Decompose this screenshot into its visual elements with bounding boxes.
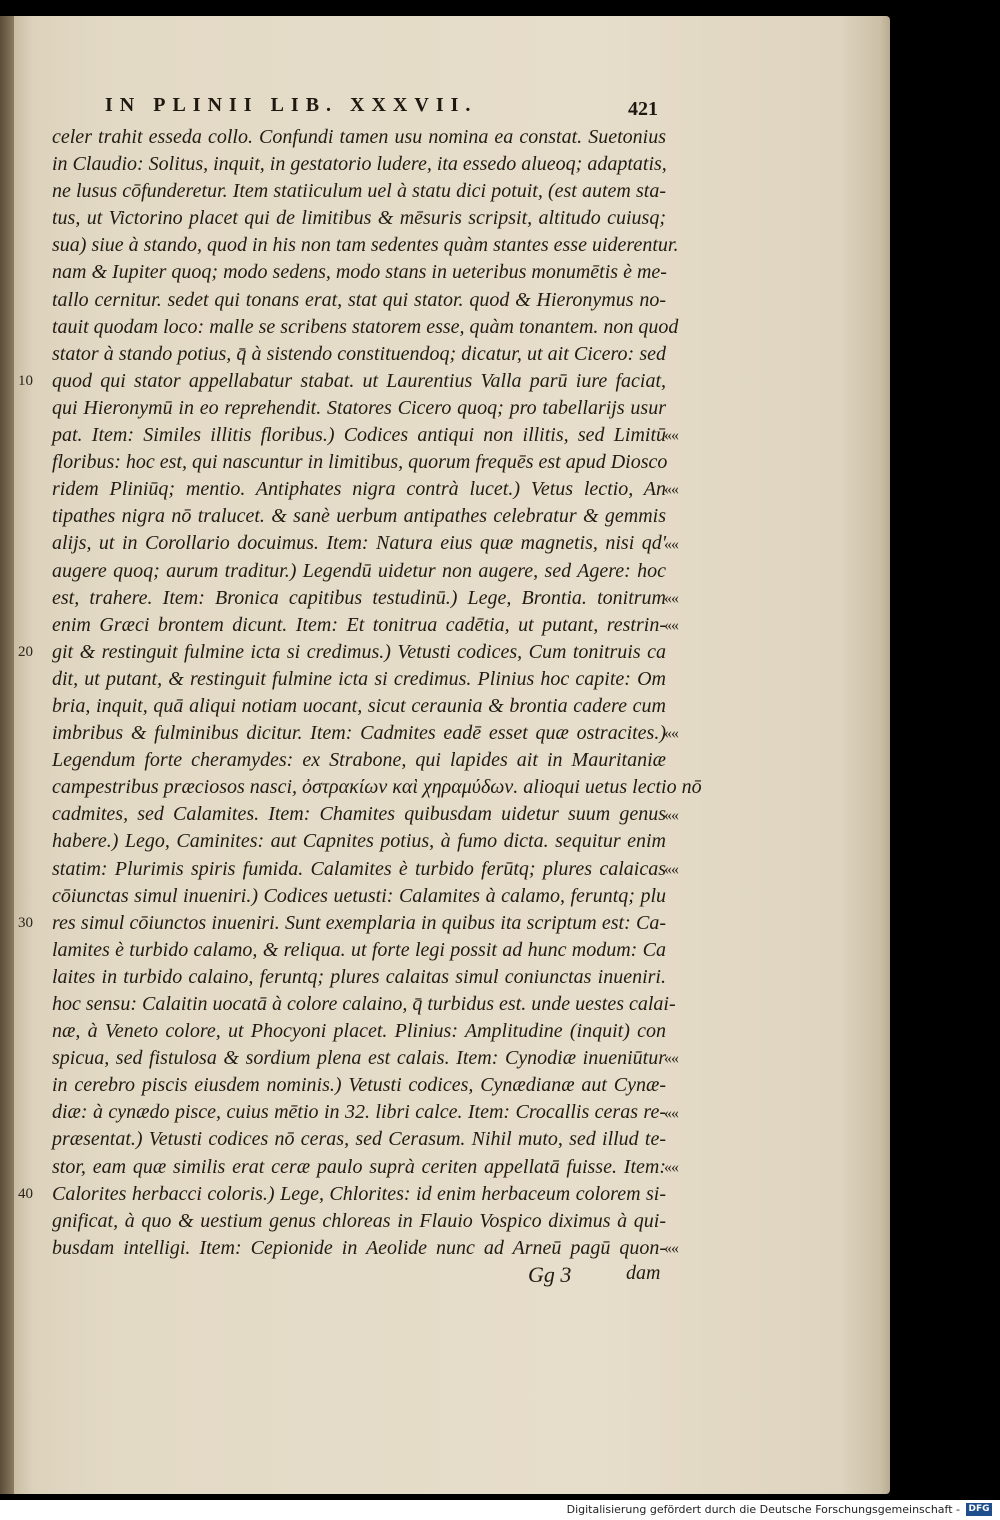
marginal-mark: «« <box>664 806 678 824</box>
text-line: in Claudio: Solitus, inquit, in gestatorio ludere, ita essedo alueoq; adaptatis, <box>52 153 667 176</box>
text-line: campestribus præciosos nasci, ὀστρακίων καὶ χηραμύδων. alioqui uetus lectio nō <box>52 776 702 799</box>
text-line: busdam intelligi. Item: Cepionide in Aeolide nunc ad Arneū pagū quon- <box>52 1236 666 1259</box>
text-line: Legendum forte cheramydes: ex Strabone, qui lapides ait in Mauritaniæ <box>52 749 666 772</box>
marginal-mark: «« <box>664 589 678 607</box>
text-line: enim Græci brontem dicunt. Item: Et tonitrua cadētia, ut putant, restrin- <box>52 613 666 636</box>
marginal-mark: «« <box>664 427 678 445</box>
text-line: alijs, ut in Corollario docuimus. Item: Natura eius quæ magnetis, nisi qd' <box>52 532 666 555</box>
text-line: celer trahit esseda collo. Confundi tamen usu nomina ea constat. Suetonius <box>52 126 666 148</box>
text-line: floribus: hoc est, qui nascuntur in limitibus, quorum frequēs est apud Diosco <box>52 451 668 474</box>
text-line: tus, ut Victorino placet qui de limitibus & mēsuris scripsit, altitudo cuiusq; <box>52 207 666 230</box>
text-line: augere quoq; aurum traditur.) Legendū uidetur non augere, sed Agere: hoc <box>52 559 666 582</box>
dfg-logo-icon: DFG <box>966 1503 992 1516</box>
text-line: hoc sensu: Calaitin uocatā à colore calaino, q̄ turbidus est. unde uestes calai- <box>52 993 676 1015</box>
text-line: statim: Plurimis spiris fumida. Calamites è turbido ferūtq; plures calaicas <box>52 857 666 880</box>
text-line: pat. Item: Similes illitis floribus.) Codices antiqui non illitis, sed Limitū <box>52 424 666 447</box>
text-line: præsentat.) Vetusti codices nō ceras, sed Cerasum. Nihil muto, sed illud te- <box>52 1128 666 1151</box>
text-line: lamites è turbido calamo, & reliqua. ut forte legi possit ad hunc modum: Ca <box>52 938 666 961</box>
text-line: cadmites, sed Calamites. Item: Chamites quibusdam uidetur suum genus <box>52 803 666 826</box>
text-line: spicua, sed fistulosa & sordium plena est calais. Item: Cynodiæ inueniūtur <box>52 1047 666 1070</box>
text-line: tallo cernitur. sedet qui tonans erat, stat qui stator. quod & Hieronymus no- <box>52 288 666 311</box>
line-number: 40 <box>18 1185 33 1202</box>
body-text <box>52 124 702 1262</box>
line-number: 20 <box>18 643 33 660</box>
text-line: Calorites herbacci coloris.) Lege, Chlorites: id enim herbaceum colorem si- <box>52 1182 666 1205</box>
running-head: IN PLINII LIB. XXXVII. <box>105 94 478 116</box>
text-line: tauit quodam loco: malle se scribens statorem esse, quàm tonantem. non quod <box>52 315 679 338</box>
text-line: bria, inquit, quā aliqui notiam uocant, sicut ceraunia & brontia cadere cum <box>52 694 666 717</box>
marginal-mark: «« <box>664 1104 678 1122</box>
text-line: stator à stando potius, q̄ à sistendo constituendoq; dicatur, ut ait Cicero: sed <box>52 342 666 365</box>
text-line: qui Hieronymū in eo reprehendit. Statores Cicero quoq; pro tabellarijs usur <box>52 396 666 419</box>
text-line: laites in turbido calaino, feruntq; plures calaitas simul coniunctas inueniri. <box>52 965 666 988</box>
marginal-mark: «« <box>664 481 678 499</box>
printer-signature: Gg 3 <box>528 1262 572 1287</box>
catchword: dam <box>626 1262 661 1284</box>
text-line: sua) siue à stando, quod in his non tam sedentes quàm stantes esse uiderentur. <box>52 234 679 257</box>
marginal-mark: «« <box>664 535 678 553</box>
line-number: 10 <box>18 372 33 389</box>
text-line: cōiunctas simul inueniri.) Codices uetusti: Calamites à calamo, feruntq; plu <box>52 884 666 907</box>
marginal-mark: «« <box>664 860 678 878</box>
marginal-mark: «« <box>664 725 678 743</box>
marginal-mark: «« <box>664 616 678 634</box>
text-line: quod qui stator appellabatur stabat. ut Laurentius Valla parū iure faciat, <box>52 369 666 392</box>
text-line: res simul cōiunctos inueniri. Sunt exemplaria in quibus ita scriptum est: Ca- <box>52 911 666 934</box>
footer-bar <box>0 1500 1000 1520</box>
text-line: ne lusus cōfunderetur. Item statiiculum uel à statu dici potuit, (est autem sta- <box>52 180 666 203</box>
text-line: nam & Iupiter quoq; modo sedens, modo stans in ueteribus monumētis è me- <box>52 261 667 284</box>
text-line: habere.) Lego, Caminites: aut Capnites potius, à fumo dicta. sequitur enim <box>52 830 666 853</box>
page-number: 421 <box>628 98 658 120</box>
text-line: gnificat, à quo & uestium genus chloreas in Flauio Vospico diximus à qui- <box>52 1209 666 1232</box>
text-line: imbribus & fulminibus dicitur. Item: Cadmites eadē esset quæ ostracites.) <box>52 722 666 745</box>
text-line: næ, à Veneto colore, ut Phocyoni placet. Plinius: Amplitudine (inquit) con <box>52 1020 666 1043</box>
marginal-mark: «« <box>664 1050 678 1068</box>
text-line: in cerebro piscis eiusdem nominis.) Vetusti codices, Cynædianæ aut Cynæ- <box>52 1074 666 1097</box>
text-line: diæ: à cynædo pisce, cuius mētio in 32. libri calce. Item: Crocallis ceras re- <box>52 1101 666 1124</box>
text-line: git & restinguit fulmine icta si credimus.) Vetusti codices, Cum tonitruis ca <box>52 640 666 663</box>
marginal-mark: «« <box>664 1158 678 1176</box>
text-line: stor, eam quæ similis erat ceræ paulo suprà ceriten appellatā fuisse. Item: <box>52 1155 666 1178</box>
footer-credit: Digitalisierung gefördert durch die Deutsche Forschungsgemeinschaft - <box>566 1503 960 1516</box>
line-number: 30 <box>18 914 33 931</box>
text-line: ridem Pliniūq; mentio. Antiphates nigra contrà lucet.) Vetus lectio, An <box>52 478 666 501</box>
page-gutter <box>0 16 14 1494</box>
text-line: tipathes nigra nō tralucet. & sanè uerbum antipathes celebratur & gemmis <box>52 505 666 528</box>
text-line: dit, ut putant, & restinguit fulmine icta si credimus. Plinius hoc capite: Om <box>52 667 666 690</box>
marginal-mark: «« <box>664 1240 678 1258</box>
text-line: est, trahere. Item: Bronica capitibus testudinū.) Lege, Brontia. tonitrum <box>52 586 666 609</box>
